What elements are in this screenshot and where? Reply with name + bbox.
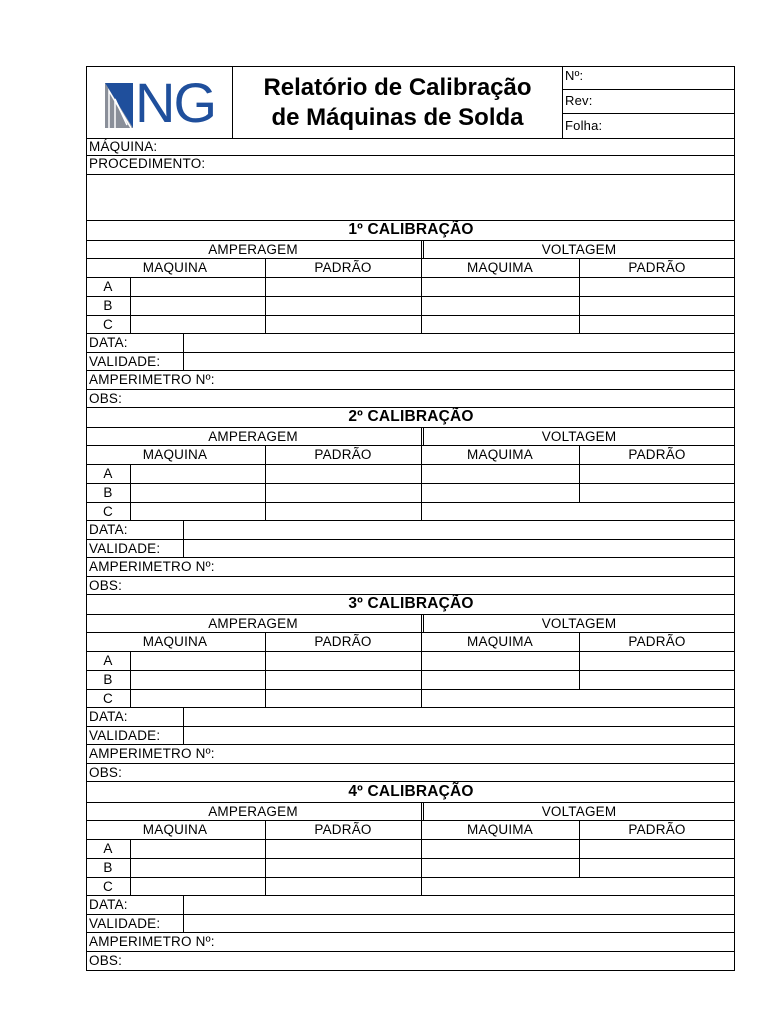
group-header-row [87,803,734,821]
data-label: DATA: [89,709,128,724]
calibration-title-row [87,595,734,615]
column-divider [183,521,184,539]
column-divider [265,465,266,483]
padrao-col-header: PADRÃO [314,447,372,462]
column-divider [130,840,131,858]
padrao2-col-header: PADRÃO [628,447,686,462]
row-letter: A [103,466,113,481]
maquina-col-header: MAQUINA [142,260,208,275]
column-divider [579,484,580,502]
row-letter: A [103,279,113,294]
data-label: DATA: [89,897,128,912]
validade-label: VALIDADE: [89,916,161,931]
column-divider [421,297,422,315]
column-divider [579,633,580,651]
maquima-col-header: MAQUIMA [467,260,533,275]
row-letter: C [103,691,113,706]
column-divider [421,633,422,651]
column-divider [579,671,580,689]
column-divider [265,278,266,296]
calibration-title: 4º CALIBRAÇÃO [348,783,474,800]
validade-field[interactable] [87,353,734,371]
folha-label: Folha: [565,118,603,133]
column-divider [421,821,422,839]
measurement-row[interactable] [87,840,734,859]
padrao-col-header: PADRÃO [314,634,372,649]
column-divider [421,259,422,277]
column-divider [183,708,184,726]
column-divider [421,316,422,333]
column-divider [130,690,131,707]
measurement-row[interactable] [87,878,734,896]
column-divider [265,652,266,670]
maquima-col-header: MAQUIMA [467,822,533,837]
column-divider [421,503,422,520]
amperimetro-label: AMPERIMETRO Nº: [89,372,215,387]
measurement-row[interactable] [87,297,734,316]
maquima-col-header: MAQUIMA [467,447,533,462]
group-divider [421,803,424,820]
column-divider [579,859,580,877]
measurement-row[interactable] [87,484,734,503]
amperagem-header: AMPERAGEM [208,429,298,444]
data-field[interactable] [87,708,734,727]
logo-text: NG [135,71,215,134]
padrao2-col-header: PADRÃO [628,260,686,275]
validade-label: VALIDADE: [89,354,161,369]
column-divider [265,840,266,858]
column-divider [421,446,422,464]
data-field[interactable] [87,896,734,915]
padrao2-col-header: PADRÃO [628,634,686,649]
column-divider [579,465,580,483]
padrao-col-header: PADRÃO [314,822,372,837]
calibration-title-row [87,408,734,428]
maquina-col-header: MAQUINA [142,634,208,649]
group-header-row [87,241,734,259]
column-divider [130,297,131,315]
row-letter: B [103,860,113,875]
group-divider [421,428,424,445]
column-divider [421,840,422,858]
column-divider [579,821,580,839]
amperagem-header: AMPERAGEM [208,616,298,631]
column-divider [265,503,266,520]
voltagem-header: VOLTAGEM [541,804,617,819]
column-divider [265,671,266,689]
column-divider [183,540,184,557]
column-divider [579,316,580,333]
column-divider [265,259,266,277]
data-field[interactable] [87,334,734,353]
column-divider [183,334,184,352]
rev-label: Rev: [565,93,593,108]
row-letter: B [103,672,113,687]
column-divider [265,633,266,651]
column-divider [130,503,131,520]
calibration-title-row [87,221,734,241]
column-divider [421,859,422,877]
calibration-title: 3º CALIBRAÇÃO [348,595,474,612]
group-divider [421,615,424,632]
validade-field[interactable] [87,727,734,745]
voltagem-header: VOLTAGEM [541,616,617,631]
column-divider [183,727,184,744]
column-divider [130,652,131,670]
column-header-row [87,633,734,652]
measurement-row[interactable] [87,690,734,708]
column-divider [421,278,422,296]
column-divider [265,446,266,464]
amperimetro-field[interactable] [87,745,734,764]
amperimetro-label: AMPERIMETRO Nº: [89,559,215,574]
calibration-title: 2º CALIBRAÇÃO [348,408,474,425]
amperagem-header: AMPERAGEM [208,804,298,819]
column-divider [421,484,422,502]
data-label: DATA: [89,335,128,350]
measurement-row[interactable] [87,316,734,334]
obs-field[interactable] [87,577,734,595]
amperimetro-field[interactable] [87,933,734,952]
obs-field[interactable] [87,390,734,408]
title-line-2: de Máquinas de Solda [271,104,524,131]
column-divider [183,353,184,370]
amperagem-header: AMPERAGEM [208,242,298,257]
group-header-row [87,615,734,633]
column-divider [579,259,580,277]
obs-label: OBS: [89,953,123,968]
row-letter: A [103,841,113,856]
header-divider [87,67,734,139]
obs-label: OBS: [89,578,123,593]
column-divider [265,859,266,877]
amperimetro-label: AMPERIMETRO Nº: [89,746,215,761]
column-divider [265,690,266,707]
column-divider [421,690,422,707]
row-letter: C [103,879,113,894]
column-divider [130,465,131,483]
row-letter: A [103,653,113,668]
validade-field[interactable] [87,540,734,558]
maquina-col-header: MAQUINA [142,447,208,462]
measurement-row[interactable] [87,652,734,671]
column-divider [183,896,184,914]
column-header-row [87,259,734,278]
measurement-row[interactable] [87,278,734,297]
column-divider [579,278,580,296]
numero-label: Nº: [565,68,584,83]
maquina-label: MÁQUINA: [89,139,158,154]
column-divider [130,859,131,877]
column-divider [265,878,266,895]
column-divider [579,840,580,858]
column-divider [265,316,266,333]
voltagem-header: VOLTAGEM [541,429,617,444]
column-divider [421,652,422,670]
measurement-row[interactable] [87,503,734,521]
measurement-row[interactable] [87,465,734,484]
group-divider [421,241,424,258]
column-divider [265,297,266,315]
column-divider [421,465,422,483]
maquina-col-header: MAQUINA [142,822,208,837]
column-divider [421,878,422,895]
column-divider [130,316,131,333]
validade-label: VALIDADE: [89,728,161,743]
amperimetro-label: AMPERIMETRO Nº: [89,934,215,949]
column-divider [130,484,131,502]
validade-field[interactable] [87,915,734,933]
column-divider [130,878,131,895]
column-divider [579,297,580,315]
group-header-row [87,428,734,446]
validade-label: VALIDADE: [89,541,161,556]
row-letter: B [103,298,113,313]
data-label: DATA: [89,522,128,537]
obs-field[interactable] [87,764,734,782]
padrao-col-header: PADRÃO [314,260,372,275]
column-divider [265,821,266,839]
data-field[interactable] [87,521,734,540]
title-line-1: Relatório de Calibração [263,74,532,101]
procedimento-label: PROCEDIMENTO: [89,156,206,171]
voltagem-header: VOLTAGEM [541,242,617,257]
column-header-row [87,821,734,840]
measurement-row[interactable] [87,671,734,690]
maquina-field[interactable] [87,139,734,156]
maquima-col-header: MAQUIMA [467,634,533,649]
row-letter: B [103,485,113,500]
column-divider [265,484,266,502]
obs-label: OBS: [89,765,123,780]
column-header-row [87,446,734,465]
row-letter: C [103,504,113,519]
column-divider [579,446,580,464]
padrao2-col-header: PADRÃO [628,822,686,837]
column-divider [130,278,131,296]
calibration-title-row [87,783,734,803]
row-letter: C [103,317,113,332]
measurement-row[interactable] [87,859,734,878]
column-divider [579,652,580,670]
amperimetro-field[interactable] [87,558,734,577]
procedimento-blank-area[interactable] [87,175,734,221]
amperimetro-field[interactable] [87,371,734,390]
obs-field[interactable] [87,952,734,970]
column-divider [183,915,184,932]
column-divider [130,671,131,689]
obs-label: OBS: [89,391,123,406]
calibration-form [86,66,735,971]
calibration-title: 1º CALIBRAÇÃO [348,221,474,238]
column-divider [421,671,422,689]
procedimento-field[interactable] [87,156,734,175]
